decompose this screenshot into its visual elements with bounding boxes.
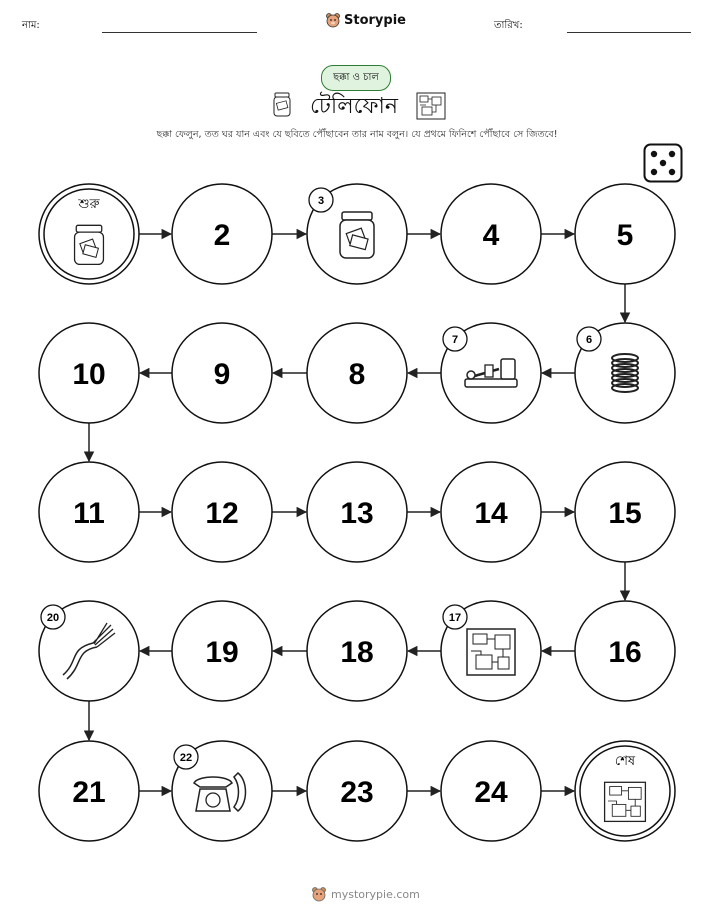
cell-number: 8 [348,358,366,391]
cell-badge [41,605,65,629]
board-cell-11[interactable] [39,462,139,562]
board-cell-1[interactable] [39,184,139,284]
cell-number: 10 [72,358,106,391]
cell-number: 11 [73,497,105,530]
board-cell-21[interactable] [39,741,139,841]
board-cell-5[interactable] [575,184,675,284]
game-type-badge: ছক্কা ও চাল [321,65,391,91]
cell-number: 23 [340,776,374,809]
cell-number: 14 [474,497,508,530]
board-cell-13[interactable] [307,462,407,562]
cell-badge [443,327,467,351]
board-cell-16[interactable] [575,601,675,701]
board-cell-18[interactable] [307,601,407,701]
svg-text:3: 3 [317,195,325,207]
board-cell-15[interactable] [575,462,675,562]
end-label: শেষ [614,754,636,769]
cell-number: 18 [340,636,374,669]
footer-site: mystorypie.com [331,887,420,901]
circuit-board-icon [605,782,646,821]
date-label: তারিখ: [494,20,523,31]
board-cell-7[interactable] [441,323,541,423]
cell-number: 2 [213,219,231,252]
board-cell-25[interactable] [575,741,675,841]
cell-number: 4 [482,219,500,252]
board-cell-2[interactable] [172,184,272,284]
jar-icon [340,212,374,258]
board-cell-8[interactable] [307,323,407,423]
cell-number: 13 [340,497,374,530]
board-cell-20[interactable] [39,601,139,701]
start-label: শুরু [78,197,100,212]
cell-number: 5 [616,219,634,252]
board-cell-22[interactable] [172,741,272,841]
svg-text:17: 17 [448,612,462,624]
board-cell-23[interactable] [307,741,407,841]
brand-name: Storypie [344,12,406,28]
board-cell-6[interactable] [575,323,675,423]
circuit-board-icon [467,629,515,675]
board-cell-3[interactable] [307,184,407,284]
board-cell-17[interactable] [441,601,541,701]
cell-badge [443,605,467,629]
bear-icon [311,886,327,902]
board-cell-9[interactable] [172,323,272,423]
instructions: ছক্কা ফেলুন, তত ঘর যান এবং যে ছবিতে পৌঁছাবেন তার নাম বলুন। যে প্রথমে ফিনিশে পৌঁছাবে সে জিতবে! [156,129,558,140]
board-cell-10[interactable] [39,323,139,423]
svg-text:20: 20 [46,612,60,624]
board-cell-24[interactable] [441,741,541,841]
name-label: নাম: [22,20,40,31]
board-cell-4[interactable] [441,184,541,284]
cell-number: 19 [205,636,239,669]
footer [311,886,420,902]
board-cell-19[interactable] [172,601,272,701]
jar-icon [75,225,104,264]
board-cell-12[interactable] [172,462,272,562]
svg-text:7: 7 [451,334,459,346]
telephone-icon [194,773,246,811]
board-cell-14[interactable] [441,462,541,562]
cell-number: 15 [608,497,642,530]
cell-badge [174,745,198,769]
cell-number: 21 [72,776,106,809]
cell-number: 16 [608,636,642,669]
cell-number: 24 [474,776,508,809]
cell-number: 9 [213,358,231,391]
cell-badge [309,188,333,212]
svg-text:6: 6 [585,334,593,346]
cell-number: 12 [205,497,239,530]
cell-badge [577,327,601,351]
page-title: টেলিফোন [310,94,399,119]
svg-text:22: 22 [179,752,193,764]
